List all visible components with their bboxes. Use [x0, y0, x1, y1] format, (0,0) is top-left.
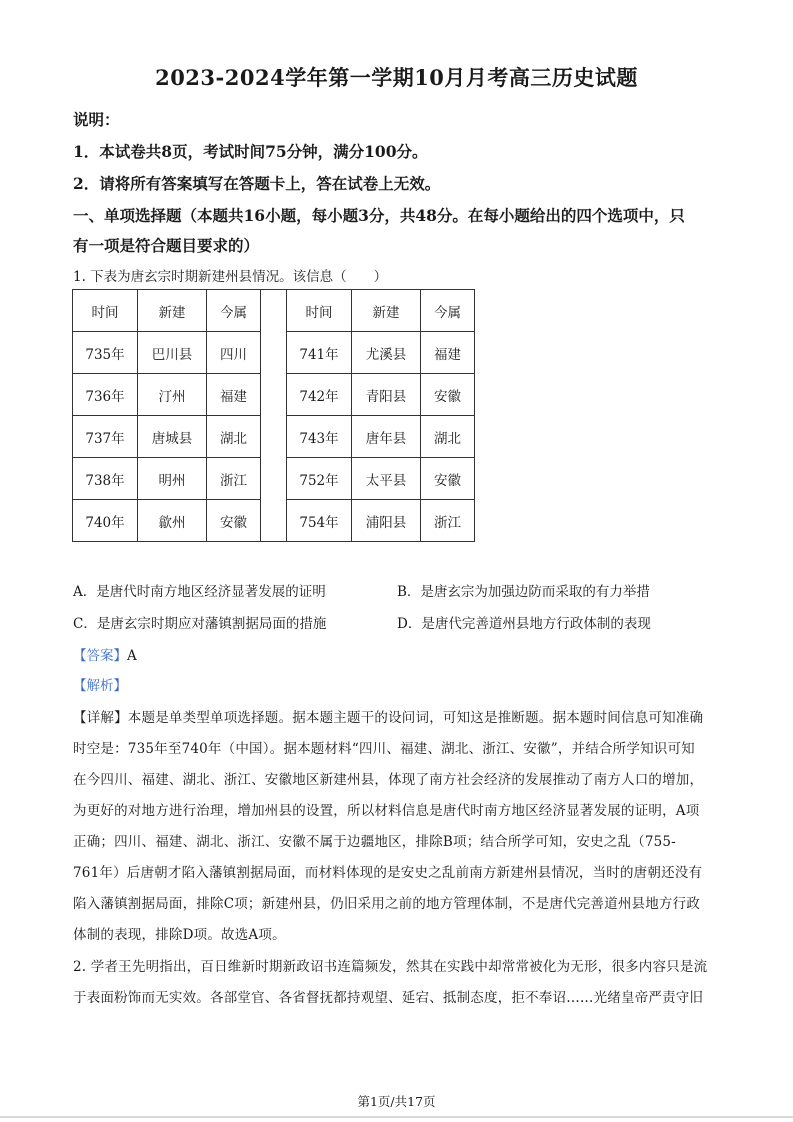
detail-line: 正确；四川、福建、湖北、浙江、安徽不属于边疆地区，排除B项；结合所学可知，安史之乱（755-: [73, 834, 676, 850]
table-cell: 湖北: [421, 416, 475, 458]
detail-line: 体制的表现，排除D项。故选A项。: [73, 927, 286, 943]
option-b: B．是唐玄宗为加强边防而采取的有力举措: [397, 584, 650, 600]
question-2-line: 2. 学者王先明指出，百日维新时期新政诏书连篇频发，然其在实践中却常常被化为无形，很多内容只是流: [73, 959, 708, 975]
table-cell: 安徽: [421, 458, 475, 500]
question-1-stem: 1. 下表为唐玄宗时期新建州县情况。该信息（ ）: [73, 269, 388, 285]
table-cell: 740年: [73, 500, 138, 542]
notes-item-2: 2．请将所有答案填写在答题卡上，答在试卷上无效。: [73, 174, 441, 193]
option-a: A．是唐代时南方地区经济显著发展的证明: [73, 584, 326, 600]
table-cell: 唐城县: [138, 416, 207, 458]
question-2-line: 于表面粉饰而无实效。各部堂官、各省督抚都持观望、延宕、抵制态度，拒不奉诏……光绪皇帝严责守旧: [73, 990, 704, 1006]
header-cell: 新建: [352, 290, 421, 332]
table-cell: 754年: [287, 500, 352, 542]
detail-line: 在今四川、福建、湖北、浙江、安徽地区新建州县，体现了南方社会经济的发展推动了南方人口的增加，: [73, 772, 704, 788]
section-heading-line-1: 一、单项选择题（本题共16小题，每小题3分，共48分。在每小题给出的四个选项中，只: [73, 206, 685, 225]
table-cell: 安徽: [421, 374, 475, 416]
answer-label: 【答案】: [73, 648, 127, 664]
table-cell: 安徽: [207, 500, 261, 542]
table-cell: 浦阳县: [352, 500, 421, 542]
detail-line: 为更好的对地方进行治理，增加州县的设置，所以材料信息是唐代时南方地区经济显著发展的证明，A项: [73, 803, 700, 819]
table-cell: 太平县: [352, 458, 421, 500]
footer-divider: [0, 1116, 793, 1118]
detail-line: 【详解】本题是单类型单项选择题。据本题主题干的设问词，可知这是推断题。据本题时间信息可知准确: [73, 710, 704, 726]
table-cell: 四川: [207, 332, 261, 374]
analysis-label: 【解析】: [73, 678, 127, 694]
header-cell: 今属: [421, 290, 475, 332]
table-cell: 737年: [73, 416, 138, 458]
table-cell: 湖北: [207, 416, 261, 458]
detail-line: 761年）后唐朝才陷入藩镇割据局面，而材料体现的是安史之乱前南方新建州县情况，当时的唐朝还没有: [73, 865, 703, 881]
table-cell: 汀州: [138, 374, 207, 416]
table-cell: 743年: [287, 416, 352, 458]
answer-line: [73, 644, 137, 664]
notes-heading: 说明：: [73, 110, 120, 129]
exam-title: 2023-2024学年第一学期10月月考高三历史试题: [155, 65, 638, 90]
detail-line: 时空是：735年至740年（中国）。据本题材料“四川、福建、湖北、浙江、安徽”，并结合所学知识可知: [73, 741, 695, 757]
table-cell: 浙江: [421, 500, 475, 542]
table-header-row: [73, 290, 475, 332]
header-cell: 时间: [287, 290, 352, 332]
page-footer: 第1页/共17页: [357, 1094, 436, 1109]
answer-value: A: [127, 648, 137, 664]
table-cell: 巴川县: [138, 332, 207, 374]
table-cell: 742年: [287, 374, 352, 416]
table-divider-column: [261, 290, 287, 542]
notes-item-1: 1．本试卷共8页，考试时间75分钟，满分100分。: [73, 142, 428, 161]
option-c: C．是唐玄宗时期应对藩镇割据局面的措施: [73, 616, 327, 632]
section-heading-line-2: 有一项是符合题目要求的）: [73, 236, 260, 255]
table-cell: 735年: [73, 332, 138, 374]
table-cell: 752年: [287, 458, 352, 500]
county-table: [72, 289, 475, 542]
header-cell: 今属: [207, 290, 261, 332]
table-cell: 738年: [73, 458, 138, 500]
table-cell: 福建: [207, 374, 261, 416]
header-cell: 时间: [73, 290, 138, 332]
table-cell: 741年: [287, 332, 352, 374]
table-cell: 浙江: [207, 458, 261, 500]
option-d: D．是唐代完善道州县地方行政体制的表现: [397, 616, 651, 632]
header-cell: 新建: [138, 290, 207, 332]
table-cell: 福建: [421, 332, 475, 374]
detail-line: 陷入藩镇割据局面，排除C项；新建州县，仍旧采用之前的地方管理体制，不是唐代完善道州县地方行政: [73, 896, 701, 912]
table-cell: 歙州: [138, 500, 207, 542]
table-cell: 736年: [73, 374, 138, 416]
table-cell: 唐年县: [352, 416, 421, 458]
table-cell: 青阳县: [352, 374, 421, 416]
table-cell: 尤溪县: [352, 332, 421, 374]
table-cell: 明州: [138, 458, 207, 500]
